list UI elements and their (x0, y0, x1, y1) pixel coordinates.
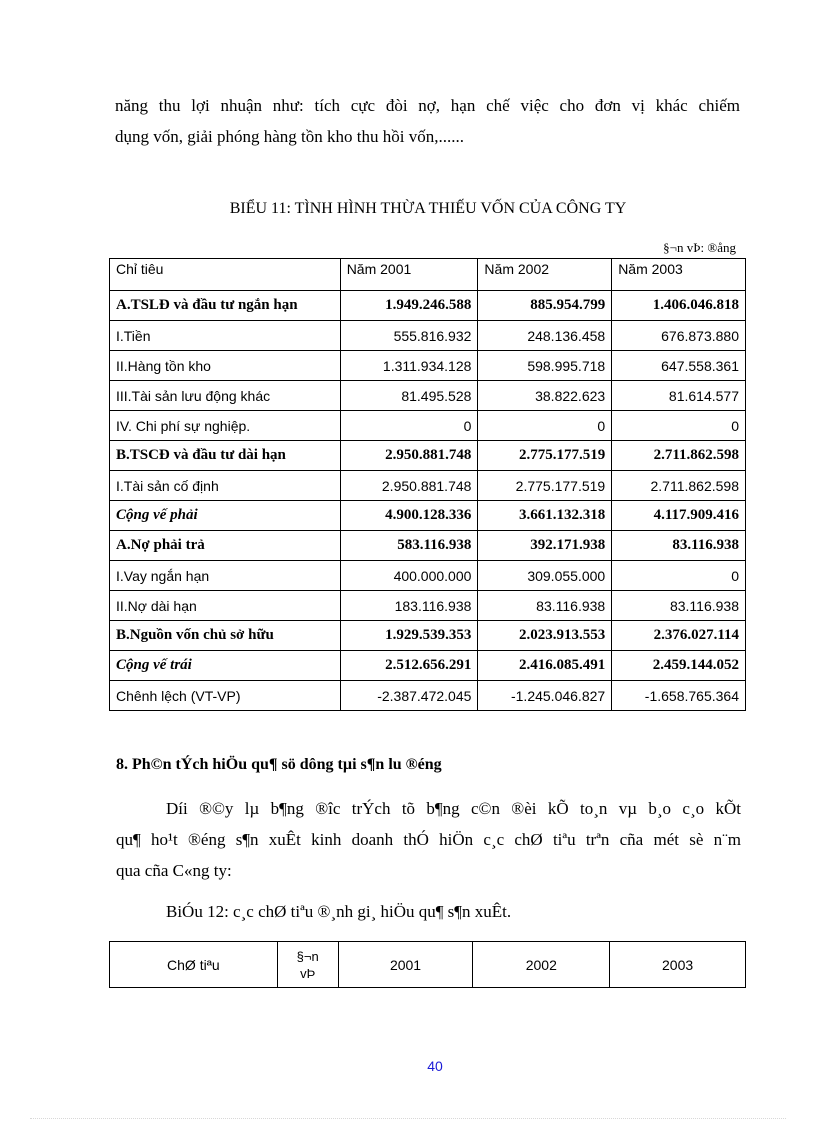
table-row (110, 651, 746, 681)
header-cell: Năm 2001 (340, 259, 478, 291)
table-row (110, 351, 746, 381)
value-2001: 81.495.528 (340, 381, 478, 411)
value-2002: 2.416.085.491 (478, 651, 612, 681)
header-cell: Năm 2003 (612, 259, 746, 291)
table-row (110, 381, 746, 411)
value-2002: 0 (478, 411, 612, 441)
row-label: I.Tiền (110, 321, 341, 351)
row-label: Chênh lệch (VT-VP) (110, 681, 341, 711)
row-label: Cộng vế phải (110, 501, 341, 531)
value-2003: 2.459.144.052 (612, 651, 746, 681)
value-2001: 1.311.934.128 (340, 351, 478, 381)
table-row (110, 291, 746, 321)
header-cell: 2002 (473, 942, 610, 988)
header-cell: Chỉ tiêu (110, 259, 341, 291)
value-2002: 83.116.938 (478, 591, 612, 621)
value-2003: 81.614.577 (612, 381, 746, 411)
value-2001: -2.387.472.045 (340, 681, 478, 711)
row-label: A.TSLĐ và đầu tư ngắn hạn (110, 291, 341, 321)
unit-header-cell (277, 942, 338, 988)
row-label: B.TSCĐ và đầu tư dài hạn (110, 441, 341, 471)
value-2002: 2.023.913.553 (478, 621, 612, 651)
value-2003: 2.376.027.114 (612, 621, 746, 651)
table-row (110, 501, 746, 531)
row-label: Cộng vế trái (110, 651, 341, 681)
value-2003: 676.873.880 (612, 321, 746, 351)
section-8-line-3: qua cña C«ng ty: (116, 861, 232, 880)
value-2003: 83.116.938 (612, 531, 746, 561)
unit-line-2: vÞ (300, 965, 316, 981)
value-2003: 2.711.862.598 (612, 441, 746, 471)
value-2003: 1.406.046.818 (612, 291, 746, 321)
table-row (110, 441, 746, 471)
row-label: II.Nợ dài hạn (110, 591, 341, 621)
table-row (110, 471, 746, 501)
table11-unit: §¬n vÞ: ®ång (663, 240, 736, 255)
value-2001: 555.816.932 (340, 321, 478, 351)
section-8-heading: 8. Ph©n tÝch hiÖu qu¶ sö dông tµi s¶n lu ®éng (116, 756, 442, 773)
intro-line-1: năng thu lợi nhuận như: tích cực đòi nợ, hạn chế việc cho đơn vị khác chiếm (115, 96, 740, 115)
value-2003: 2.711.862.598 (612, 471, 746, 501)
intro-line-2: dụng vốn, giải phóng hàng tồn kho thu hồi vốn,...... (115, 127, 464, 146)
value-2002: 598.995.718 (478, 351, 612, 381)
row-label: A.Nợ phải trả (110, 531, 341, 561)
section-8-line-2: qu¶ ho¹t ®éng s¶n xuÊt kinh doanh thÓ hiÖn c¸c chØ tiªu trªn cña mét sè n¨m (116, 830, 741, 849)
table-row (110, 561, 746, 591)
value-2001: 400.000.000 (340, 561, 478, 591)
value-2002: 885.954.799 (478, 291, 612, 321)
value-2001: 2.950.881.748 (340, 471, 478, 501)
footer-divider (30, 1118, 786, 1119)
value-2003: 0 (612, 411, 746, 441)
value-2003: 4.117.909.416 (612, 501, 746, 531)
value-2002: 2.775.177.519 (478, 441, 612, 471)
header-cell: ChØ tiªu (110, 942, 278, 988)
value-2001: 1.929.539.353 (340, 621, 478, 651)
intro-paragraph (115, 90, 740, 152)
value-2001: 183.116.938 (340, 591, 478, 621)
value-2003: -1.658.765.364 (612, 681, 746, 711)
value-2003: 0 (612, 561, 746, 591)
table12-caption: BiÓu 12: c¸c chØ tiªu ®¸nh gi¸ hiÖu qu¶ s¶n xuÊt. (166, 902, 512, 921)
section-8-line-1: Díi ®©y lµ b¶ng ®îc trÝch tõ b¶ng c©n ®èi kÕ to¸n vµ b¸o c¸o kÕt (166, 799, 741, 818)
row-label: B.Nguồn vốn chủ sở hữu (110, 621, 341, 651)
unit-line-1: §¬n (296, 948, 319, 964)
value-2003: 647.558.361 (612, 351, 746, 381)
section-8-paragraph (116, 793, 741, 886)
header-cell: Năm 2002 (478, 259, 612, 291)
value-2001: 583.116.938 (340, 531, 478, 561)
value-2001: 0 (340, 411, 478, 441)
value-2001: 4.900.128.336 (340, 501, 478, 531)
value-2002: 248.136.458 (478, 321, 612, 351)
table-row (110, 411, 746, 441)
row-label: I.Vay ngắn hạn (110, 561, 341, 591)
table11-title: BIỂU 11: TÌNH HÌNH THỪA THIẾU VỐN CỦA CÔNG TY (229, 200, 627, 217)
row-label: IV. Chi phí sự nghiệp. (110, 411, 341, 441)
table-row (110, 621, 746, 651)
header-cell: 2001 (338, 942, 473, 988)
value-2001: 1.949.246.588 (340, 291, 478, 321)
value-2001: 2.950.881.748 (340, 441, 478, 471)
value-2002: 3.661.132.318 (478, 501, 612, 531)
table-row (110, 591, 746, 621)
capital-balance-table (109, 258, 746, 711)
header-cell: 2003 (610, 942, 746, 988)
value-2003: 83.116.938 (612, 591, 746, 621)
table-header-row (110, 942, 746, 988)
value-2001: 2.512.656.291 (340, 651, 478, 681)
row-label: III.Tài sản lưu động khác (110, 381, 341, 411)
table-row (110, 321, 746, 351)
value-2002: 309.055.000 (478, 561, 612, 591)
value-2002: 392.171.938 (478, 531, 612, 561)
table-row (110, 531, 746, 561)
row-label: I.Tài sản cố định (110, 471, 341, 501)
table-row (110, 681, 746, 711)
value-2002: 38.822.623 (478, 381, 612, 411)
row-label: II.Hàng tồn kho (110, 351, 341, 381)
table-header-row (110, 259, 746, 291)
value-2002: -1.245.046.827 (478, 681, 612, 711)
page-number: 40 (427, 1058, 443, 1074)
value-2002: 2.775.177.519 (478, 471, 612, 501)
efficiency-table (109, 941, 746, 988)
